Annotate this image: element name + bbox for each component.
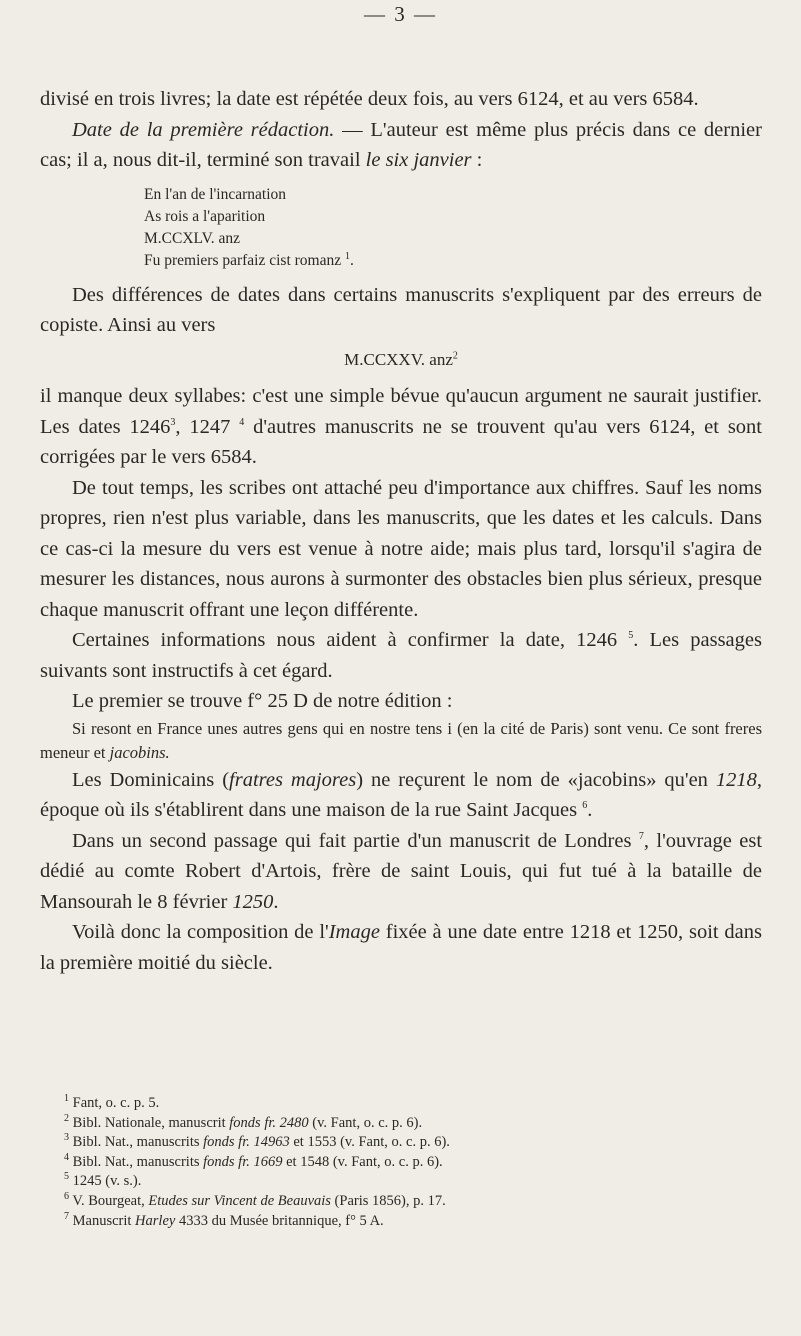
footnote [40, 1212, 762, 1232]
paragraph [40, 381, 762, 473]
italic-text: Etudes sur Vincent de Beauvais [148, 1192, 331, 1209]
italic-text: jacobins. [109, 742, 170, 762]
text: Si resont en France unes autres gens qui en nostre tens i (en la cité de Paris) sont venu. Ce sont freres meneur et [40, 718, 762, 762]
footnote-number: 1 [64, 1093, 69, 1105]
text: Des différences de dates dans certains manuscrits s'expliquent par des erreurs de copiste. Ainsi au vers [40, 283, 762, 336]
footnote [40, 1192, 762, 1212]
paragraph [40, 625, 762, 686]
text: M.CCXXV. anz [344, 349, 453, 369]
italic-text: 1250 [232, 890, 274, 913]
verse-quote [144, 184, 762, 272]
text: V. Bourgeat, [72, 1192, 149, 1209]
text: Fu premiers parfaiz cist romanz [144, 251, 342, 269]
italic-text: Image [328, 921, 380, 943]
text: fixée à une date entre 1218 et 1250, soit dans la première moitié du siècle. [40, 921, 762, 974]
text: Bibl. Nat., manuscrits [72, 1134, 204, 1151]
verse-line: M.CCXLV. anz [144, 229, 241, 247]
text: et 1553 (v. Fant, o. c. p. 6). [289, 1134, 450, 1151]
footnote-number: 6 [64, 1191, 69, 1203]
italic-heading: Date de la première rédaction. [72, 118, 335, 141]
paragraph [40, 826, 762, 918]
text: Bibl. Nationale, manuscrit [72, 1114, 230, 1131]
paragraph [40, 473, 762, 626]
text: Manuscrit [72, 1212, 136, 1229]
paragraph [40, 686, 762, 717]
text: : [471, 149, 483, 171]
footnote-number: 5 [64, 1171, 69, 1183]
footnote [40, 1172, 762, 1192]
block-quote [40, 717, 762, 765]
footnote [40, 1153, 762, 1173]
text: d'autres manuscrits ne se trouvent qu'au vers 6124, et sont corrigées par le vers 6584. [40, 415, 762, 468]
footnote-number: 7 [64, 1210, 69, 1222]
text: (Paris 1856), p. 17. [330, 1192, 446, 1209]
text: Le premier se trouve f° 25 D de notre édition : [72, 690, 453, 712]
text: , 1247 [175, 415, 231, 438]
italic-text: 1218 [715, 768, 757, 791]
footnote-ref: 4 [239, 416, 245, 428]
text: et 1548 (v. Fant, o. c. p. 6). [282, 1153, 443, 1170]
text: (v. Fant, o. c. p. 6). [308, 1114, 423, 1131]
italic-text: le six janvier [365, 149, 472, 171]
paragraph [40, 765, 762, 826]
text: , l'ouvrage est dédié au comte Robert d'Artois, frère de saint Louis, qui fut tué à la bataille de Mansourah le 8 février [40, 829, 763, 913]
text: 1245 (v. s.). [72, 1173, 142, 1190]
footnote-number: 4 [64, 1151, 69, 1163]
footnote [40, 1114, 762, 1134]
paragraph [40, 84, 762, 115]
text: Bibl. Nat., manuscrits [72, 1153, 204, 1170]
text: , époque où ils s'établirent dans une maison de la rue Saint Jacques [40, 768, 762, 821]
text: il manque deux syllabes: c'est une simple bévue qu'aucun argument ne saurait justifier. Les dates 1246 [40, 385, 762, 438]
footnote [40, 1133, 762, 1153]
italic-text: fratres majores [229, 768, 357, 791]
italic-text: fonds fr. 2480 [229, 1114, 309, 1131]
verse-line: As rois a l'aparition [144, 207, 266, 225]
footnote-ref: 6 [582, 800, 588, 812]
footnote-ref: 1 [345, 250, 350, 262]
main-text [40, 84, 762, 978]
text: . [273, 890, 279, 913]
paragraph [40, 280, 762, 341]
footnote-number: 3 [64, 1132, 69, 1144]
footnote-ref: 3 [170, 416, 176, 428]
page-number: — 3 — [364, 2, 437, 26]
text: ) ne reçurent le nom de «jacobins» qu'en [356, 768, 716, 791]
text: De tout temps, les scribes ont attaché peu d'importance aux chiffres. Sauf les noms propres, rien n'est plus variable, dans les manuscrits, que les dates et les calculs. Dans ce cas-ci la mesure du vers est venue à notre aide; mais plus tard, lorsqu'il s'agira de mesurer les distances, nous aurons à surmonter des obstacles bien plus sérieux, presque chaque manuscrit offrant une leçon différente. [40, 476, 762, 621]
text: . Les passages suivants sont instructifs à cet égard. [40, 629, 762, 682]
text: Dans un second passage qui fait partie d'un manuscrit de Londres [72, 829, 632, 852]
text: Certaines informations nous aident à confirmer la date, 1246 [72, 629, 618, 651]
italic-text: fonds fr. 14963 [203, 1134, 290, 1151]
footnote [40, 1094, 762, 1114]
verse-line [40, 345, 762, 376]
paragraph [40, 115, 762, 176]
footnote-number: 2 [64, 1112, 69, 1124]
text: . [587, 799, 593, 821]
footnotes [40, 1094, 762, 1231]
footnote-ref: 7 [638, 830, 644, 842]
italic-text: fonds fr. 1669 [203, 1153, 283, 1170]
text: Voilà donc la composition de l' [72, 921, 329, 943]
text: Les Dominicains ( [72, 768, 230, 791]
text: — L'auteur est même plus précis dans ce dernier cas; il a, nous dit-il, terminé son travail [40, 118, 762, 171]
italic-text: Harley [135, 1212, 176, 1229]
paragraph [40, 917, 762, 978]
footnote-ref: 2 [452, 349, 458, 361]
text: 4333 du Musée britannique, f° 5 A. [175, 1212, 384, 1229]
verse-line: Fu premiers parfaiz cist romanz $^1$. [144, 250, 354, 269]
footnote-ref: 5 [628, 630, 634, 642]
verse-line: En l'an de l'incarnation [144, 185, 287, 203]
text: Fant, o. c. p. 5. [72, 1095, 160, 1111]
text: divisé en trois livres; la date est répétée deux fois, au vers 6124, et au vers 6584. [40, 88, 699, 110]
